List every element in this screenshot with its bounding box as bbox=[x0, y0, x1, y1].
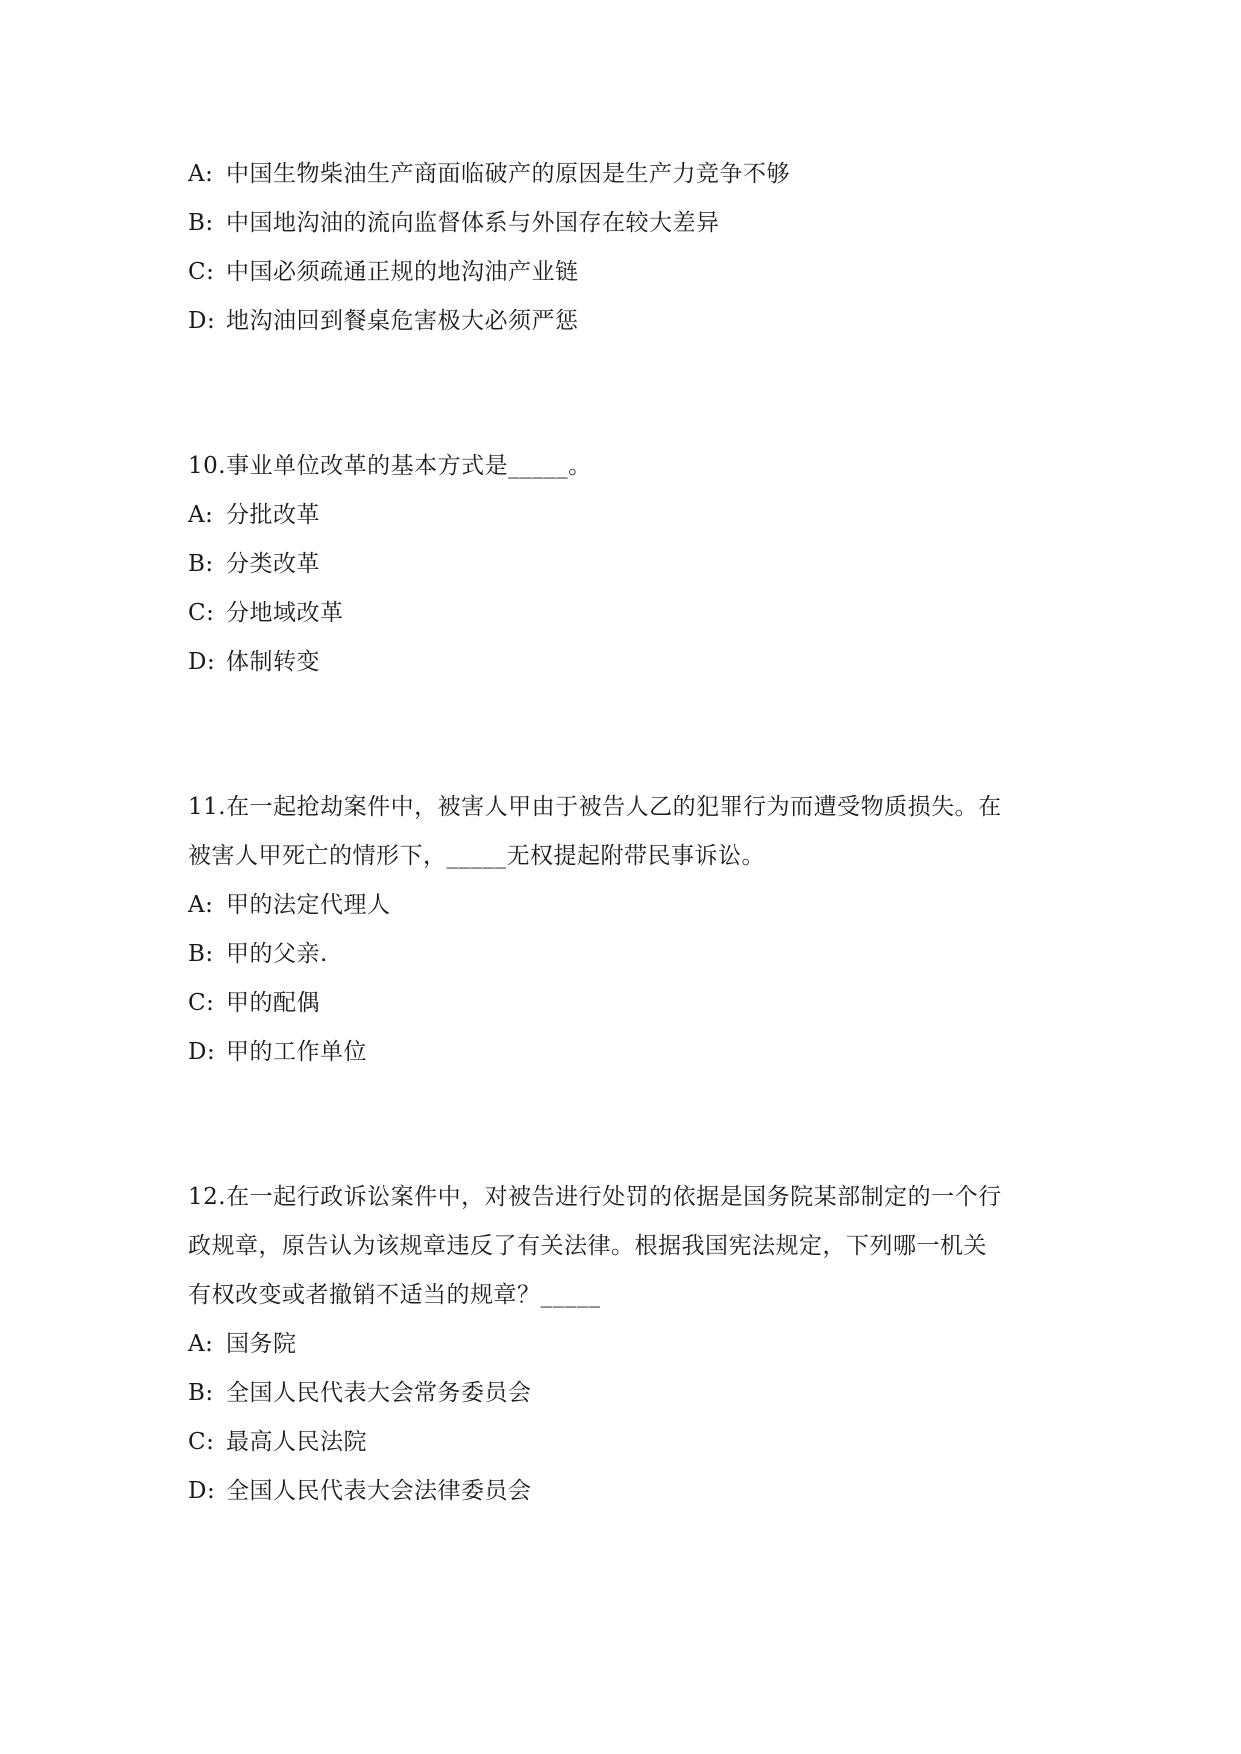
option-letter: B: bbox=[188, 1380, 214, 1406]
option-d bbox=[188, 1028, 1068, 1077]
option-text: 甲的父亲. bbox=[226, 941, 328, 967]
option-letter: D: bbox=[188, 1478, 216, 1504]
option-letter: A: bbox=[188, 502, 214, 528]
question-11 bbox=[188, 783, 1068, 1077]
question-9-options bbox=[188, 150, 1068, 346]
option-letter: D: bbox=[188, 308, 216, 334]
question-stem: 政规章，原告认为该规章违反了有关法律。根据我国宪法规定，下列哪一机关 bbox=[188, 1233, 987, 1259]
option-text: 分批改革 bbox=[226, 502, 320, 528]
option-letter: C: bbox=[188, 1429, 215, 1455]
option-b bbox=[188, 930, 1068, 979]
option-text: 全国人民代表大会常务委员会 bbox=[226, 1380, 532, 1406]
option-a bbox=[188, 150, 1068, 199]
option-letter: D: bbox=[188, 1039, 216, 1065]
option-b bbox=[188, 540, 1068, 589]
option-text: 中国必须疏通正规的地沟油产业链 bbox=[226, 259, 579, 285]
option-text: 全国人民代表大会法律委员会 bbox=[226, 1478, 532, 1504]
option-text: 国务院 bbox=[226, 1331, 297, 1357]
option-b bbox=[188, 1369, 1068, 1418]
option-text: 分地域改革 bbox=[226, 600, 344, 626]
question-stem: 10.事业单位改革的基本方式是_____。 bbox=[188, 453, 592, 479]
question-stem: 11.在一起抢劫案件中，被害人甲由于被告人乙的犯罪行为而遭受物质损失。在 bbox=[188, 794, 1002, 820]
option-text: 甲的配偶 bbox=[226, 990, 320, 1016]
option-a bbox=[188, 881, 1068, 930]
question-stem: 被害人甲死亡的情形下，_____无权提起附带民事诉讼。 bbox=[188, 843, 765, 869]
option-letter: C: bbox=[188, 259, 215, 285]
option-letter: C: bbox=[188, 990, 215, 1016]
option-text: 甲的工作单位 bbox=[226, 1039, 367, 1065]
option-letter: B: bbox=[188, 941, 214, 967]
option-text: 地沟油回到餐桌危害极大必须严惩 bbox=[226, 308, 579, 334]
option-a bbox=[188, 491, 1068, 540]
option-text: 中国生物柴油生产商面临破产的原因是生产力竞争不够 bbox=[226, 161, 790, 187]
option-letter: B: bbox=[188, 551, 214, 577]
option-letter: D: bbox=[188, 649, 216, 675]
option-a bbox=[188, 1320, 1068, 1369]
option-b bbox=[188, 199, 1068, 248]
option-letter: A: bbox=[188, 1331, 214, 1357]
option-text: 分类改革 bbox=[226, 551, 320, 577]
question-10 bbox=[188, 442, 1068, 687]
option-text: 最高人民法院 bbox=[226, 1429, 367, 1455]
option-d bbox=[188, 638, 1068, 687]
exam-page bbox=[188, 150, 1068, 1516]
option-letter: A: bbox=[188, 161, 214, 187]
question-12 bbox=[188, 1173, 1068, 1516]
option-text: 中国地沟油的流向监督体系与外国存在较大差异 bbox=[226, 210, 720, 236]
option-letter: B: bbox=[188, 210, 214, 236]
option-c bbox=[188, 979, 1068, 1028]
option-letter: A: bbox=[188, 892, 214, 918]
option-d bbox=[188, 1467, 1068, 1516]
option-text: 甲的法定代理人 bbox=[226, 892, 391, 918]
question-stem: 12.在一起行政诉讼案件中，对被告进行处罚的依据是国务院某部制定的一个行 bbox=[188, 1184, 1002, 1210]
option-letter: C: bbox=[188, 600, 215, 626]
option-c bbox=[188, 589, 1068, 638]
question-stem: 有权改变或者撤销不适当的规章？_____ bbox=[188, 1282, 601, 1308]
option-c bbox=[188, 1418, 1068, 1467]
option-c bbox=[188, 248, 1068, 297]
option-text: 体制转变 bbox=[226, 649, 320, 675]
option-d bbox=[188, 297, 1068, 346]
